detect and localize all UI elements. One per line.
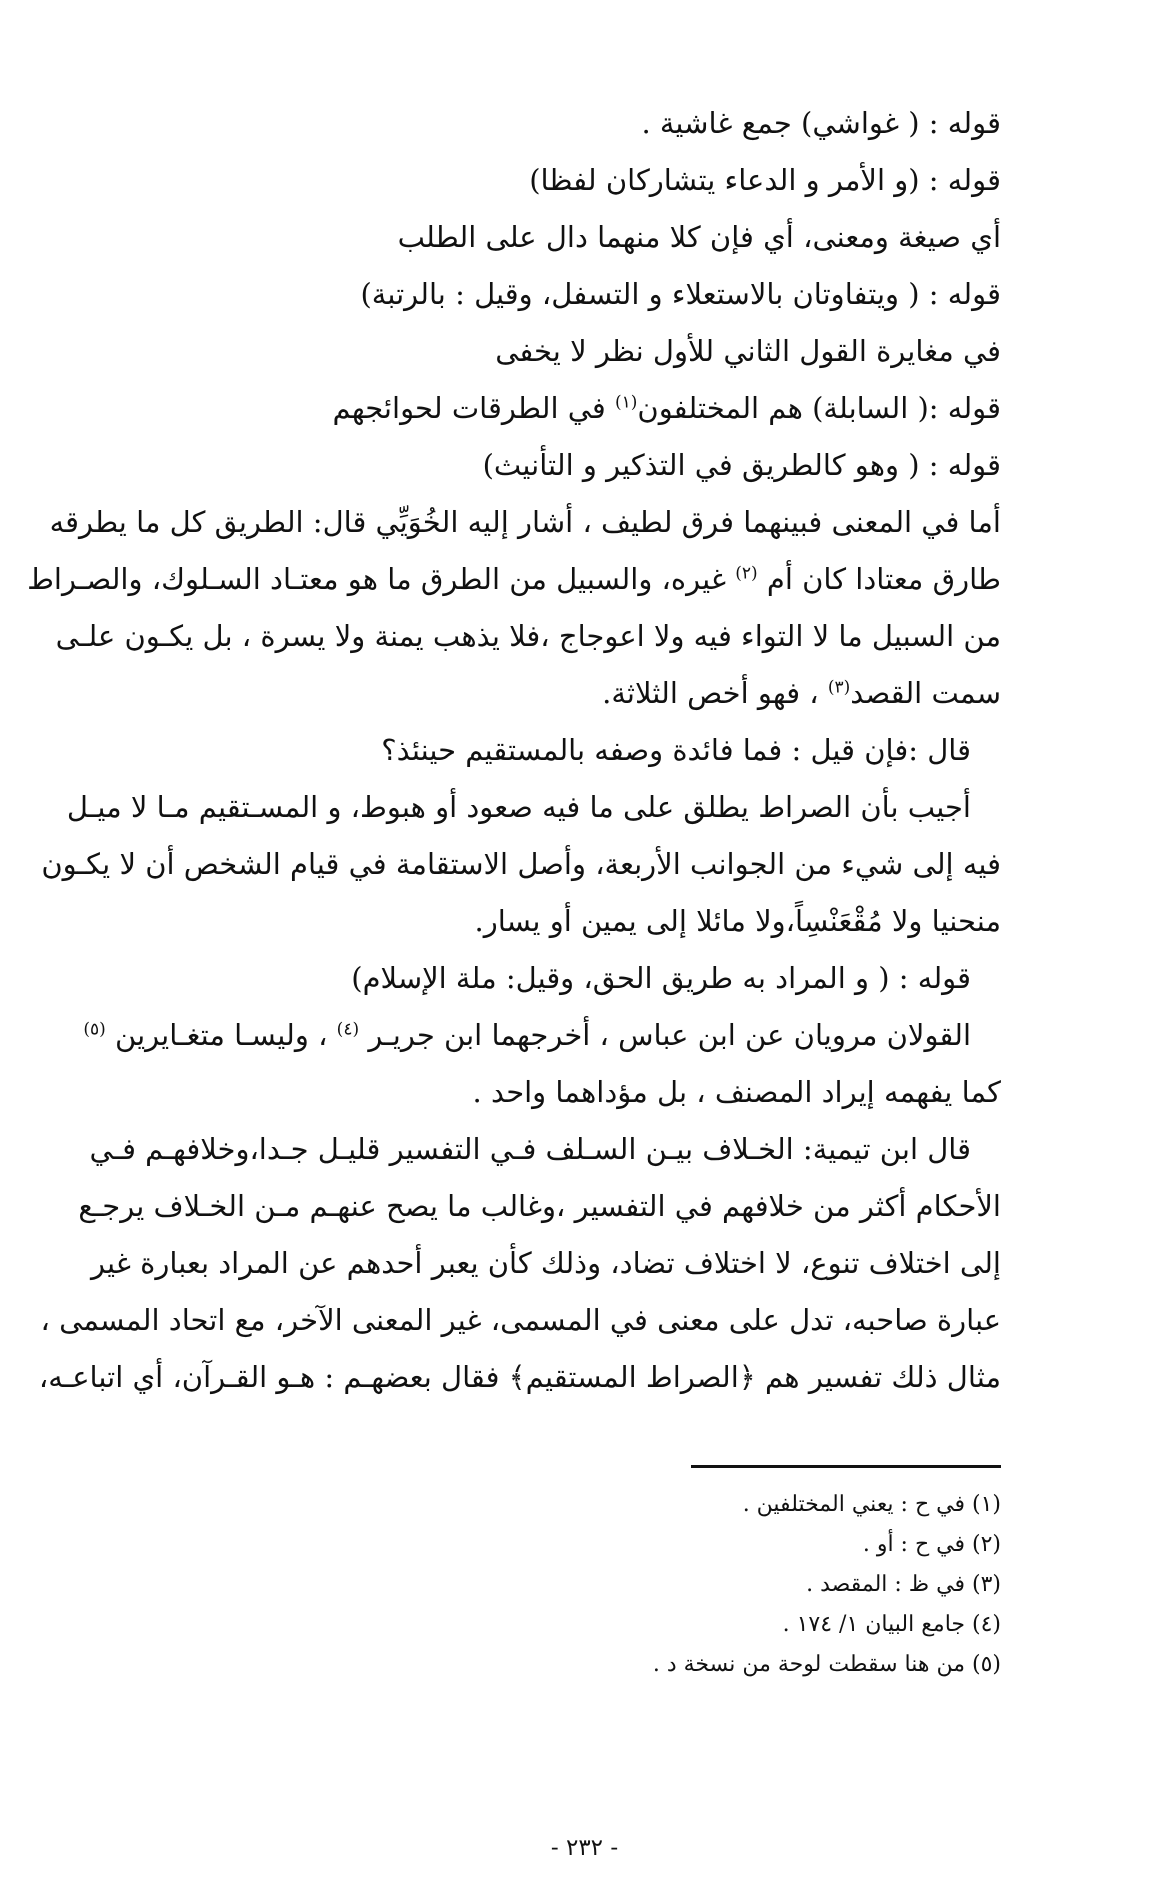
text-segment: غيره، والسبيل من الطرق ما هو معتـاد السـلوك، والصـراط (27, 562, 727, 596)
text-line (121, 380, 1001, 437)
text-segment: في الطرقات لحوائجهم (332, 391, 606, 425)
text-line: منحنيا ولا مُقْعَنْسِاً،ولا مائلا إلى يمين أو يسار. (474, 904, 1001, 938)
page-number: - ٢٣٢ - (550, 1835, 619, 1861)
text-segment: سمت القصد (850, 676, 1001, 710)
text-line: من السبيل ما لا التواء فيه ولا اعوجاج ،فلا يذهب يمنة ولا يسرة ، بل يكـون علـى (55, 619, 1001, 653)
main-text (27, 95, 1001, 1406)
text-line (83, 1007, 1001, 1064)
text-line: فيه إلى شيء من الجوانب الأربعة، وأصل الاستقامة في قيام الشخص أن لا يكـون (41, 847, 1001, 881)
text-line: مثال ذلك تفسير هم ﴿الصراط المستقيم﴾ فقال بعضهـم : هـو القـرآن، أي اتباعـه، (38, 1360, 1001, 1394)
text-line: كما يفهمه إيراد المصنف ، بل مؤداهما واحد . (472, 1075, 1001, 1109)
text-segment: ، فهو أخص الثلاثة. (602, 676, 819, 710)
text-line (27, 551, 1001, 608)
text-segment: قوله :( السابلة) هم المختلفون (637, 391, 1001, 425)
text-line: في مغايرة القول الثاني للأول نظر لا يخفى (495, 334, 1001, 368)
text-line: قوله : (و الأمر و الدعاء يتشاركان لفظا) (529, 163, 1001, 197)
footnote-separator (691, 1465, 1001, 1468)
text-line: الأحكام أكثر من خلافهم في التفسير ،وغالب ما يصح عنهـم مـن الخـلاف يرجـع (78, 1189, 1001, 1223)
text-line: قوله : ( غواشي) جمع غاشية . (641, 106, 1001, 140)
text-line: قوله : ( ويتفاوتان بالاستعلاء و التسفل، وقيل : بالرتبة) (360, 277, 1001, 311)
text-line: قوله : ( و المراد به طريق الحق، وقيل: ملة الإسلام) (351, 961, 971, 995)
text-segment: ، وليسـا متغـايرين (115, 1018, 328, 1052)
text-line: أجيب بأن الصراط يطلق على ما فيه صعود أو هبوط، و المسـتقيم مـا لا ميـل (66, 790, 971, 824)
text-line: إلى اختلاف تنوع، لا اختلاف تضاد، وذلك كأن يعبر أحدهم عن المراد بعبارة غير (91, 1246, 1001, 1280)
text-line: قوله : ( وهو كالطريق في التذكير و التأنيث) (482, 448, 1001, 482)
footnotes (121, 1485, 1001, 1685)
footnote: (١) في ح : يعني المختلفين . (742, 1492, 1001, 1517)
text-line: قال :فإن قيل : فما فائدة وصفه بالمستقيم حينئذ؟ (381, 733, 971, 767)
footnote: (٣) في ظ : المقصد . (806, 1572, 1001, 1597)
footnote-ref: (٥) (83, 1019, 106, 1040)
footnote: (٥) من هنا سقطت لوحة من نسخة د . (652, 1652, 1001, 1677)
text-line: أي صيغة ومعنى، أي فإن كلا منهما دال على الطلب (397, 220, 1001, 254)
footnote: (٢) في ح : أو . (862, 1532, 1001, 1557)
footnote-ref: (٣) (827, 677, 851, 698)
text-line: قال ابن تيمية: الخـلاف بيـن السـلف فـي التفسير قليـل جـدا،وخلافهـم فـي (89, 1132, 971, 1166)
text-line (121, 665, 1001, 722)
footnote-ref: (١) (614, 392, 638, 413)
footnote-ref: (٢) (735, 563, 758, 584)
text-segment: القولان مرويان عن ابن عباس ، أخرجهما ابن جريـر (368, 1018, 971, 1052)
footnote: (٤) جامع البيان ١/ ١٧٤ . (782, 1612, 1001, 1637)
text-line: أما في المعنى فبينهما فرق لطيف ، أشار إليه الخُوَيِّي قال: الطريق كل ما يطرقه (49, 505, 1001, 539)
text-segment: طارق معتادا كان أم (766, 562, 1001, 596)
text-line: عبارة صاحبه، تدل على معنى في المسمى، غير المعنى الآخر، مع اتحاد المسمى ، (40, 1303, 1001, 1337)
footnote-ref: (٤) (336, 1019, 360, 1040)
